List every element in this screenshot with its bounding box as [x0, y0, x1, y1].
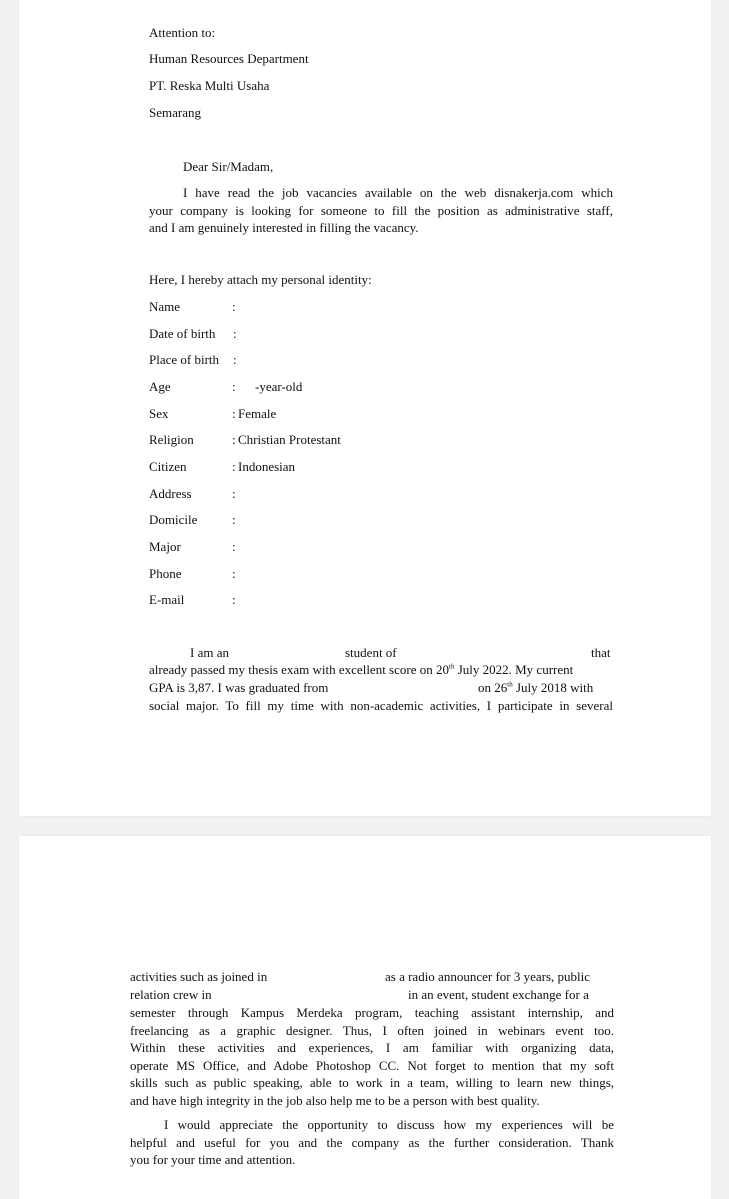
body2-line: and have high integrity in the job also help me to be a person with best quality.	[130, 1092, 540, 1108]
identity-sep: :	[232, 486, 236, 501]
identity-label-pob: Place of birth	[149, 352, 220, 367]
identity-label-religion: Religion	[149, 432, 194, 447]
identity-sep: :	[233, 352, 237, 367]
document-page-2	[19, 836, 711, 1199]
closing-paragraph	[130, 1116, 614, 1169]
body2-line: skills such as public speaking, able to work in a team, willing to learn new things,	[130, 1075, 614, 1090]
identity-sep: :	[232, 299, 236, 314]
identity-value-citizen: Indonesian	[238, 459, 296, 474]
body1-line-4-wrap	[149, 697, 613, 715]
body2-lines	[130, 1004, 614, 1109]
identity-label-sex: Sex	[149, 406, 169, 421]
body1-line-2	[149, 662, 613, 678]
identity-label-age: Age	[149, 379, 171, 394]
intro-line-2: your company is looking for someone to fill the position as administrative staff,	[149, 202, 613, 218]
identity-label-name: Name	[149, 299, 181, 314]
body1-text: I am an	[190, 645, 229, 660]
attention-line: Attention to:	[149, 25, 216, 40]
closing-line-3: you for your time and attention.	[130, 1152, 296, 1167]
identity-intro: Here, I hereby attach my personal identity:	[149, 272, 372, 287]
body1-text: GPA is 3,87. I was graduated from	[149, 680, 329, 695]
recipient-city: Semarang	[149, 105, 201, 120]
body2-text: in an event, student exchange for a	[408, 987, 589, 1002]
identity-sep: :	[232, 539, 236, 554]
body2-text: relation crew in	[130, 987, 212, 1002]
salutation: Dear Sir/Madam,	[183, 159, 274, 174]
identity-sep: :	[232, 592, 236, 607]
body1-text: already passed my thesis exam with excellent score on 20	[149, 662, 449, 677]
identity-value-religion: Christian Protestant	[238, 432, 341, 447]
body2-line: operate MS Office, and Adobe Photoshop CC. Not forget to mention that my soft	[130, 1057, 614, 1073]
intro-paragraph	[149, 184, 613, 237]
identity-sep: :	[232, 566, 236, 581]
identity-value-age: -year-old	[255, 379, 303, 394]
body2-line: Within these activities and experiences, I am familiar with organizing data,	[130, 1040, 614, 1055]
identity-sep: :	[232, 406, 236, 421]
identity-value-sex: Female	[238, 406, 277, 421]
recipient-department: Human Resources Department	[149, 51, 309, 66]
identity-label-domicile: Domicile	[149, 512, 198, 527]
body1-line-3b	[478, 680, 593, 696]
body1-text: on 26	[478, 680, 508, 695]
body1-text: student of	[345, 645, 397, 660]
body1-text: July 2022. My current	[454, 662, 574, 677]
body1-line-4: social major. To fill my time with non-academic activities, I participate in several	[149, 698, 613, 713]
body2-line: semester through Kampus Merdeka program, teaching assistant internship, and	[130, 1005, 614, 1020]
identity-sep: :	[232, 379, 236, 394]
closing-line-1: I would appreciate the opportunity to discuss how my experiences will be	[164, 1117, 614, 1132]
identity-label-major: Major	[149, 539, 181, 554]
body1-text: July 2018 with	[512, 680, 594, 695]
ordinal-suffix: th	[449, 662, 455, 671]
identity-label-dob: Date of birth	[149, 326, 216, 341]
body2-line: freelancing as a graphic designer. Thus, I often joined in webinars event too.	[130, 1022, 614, 1038]
body1-text: that	[591, 645, 611, 660]
identity-label-phone: Phone	[149, 566, 182, 581]
identity-sep: :	[232, 432, 236, 447]
closing-line-2: helpful and useful for you and the company as the further consideration. Thank	[130, 1134, 614, 1150]
identity-label-citizen: Citizen	[149, 459, 187, 474]
document-page-1	[19, 0, 711, 816]
ordinal-suffix: th	[507, 680, 513, 689]
identity-label-email: E-mail	[149, 592, 185, 607]
recipient-company: PT. Reska Multi Usaha	[149, 78, 270, 93]
identity-sep: :	[232, 512, 236, 527]
intro-line-1: I have read the job vacancies available on the web disnakerja.com which	[183, 185, 613, 200]
identity-label-address: Address	[149, 486, 192, 501]
body2-text: as a radio announcer for 3 years, public	[385, 969, 591, 984]
identity-sep: :	[232, 459, 236, 474]
body2-text: activities such as joined in	[130, 969, 268, 984]
identity-sep: :	[233, 326, 237, 341]
intro-line-3: and I am genuinely interested in filling the vacancy.	[149, 220, 419, 235]
